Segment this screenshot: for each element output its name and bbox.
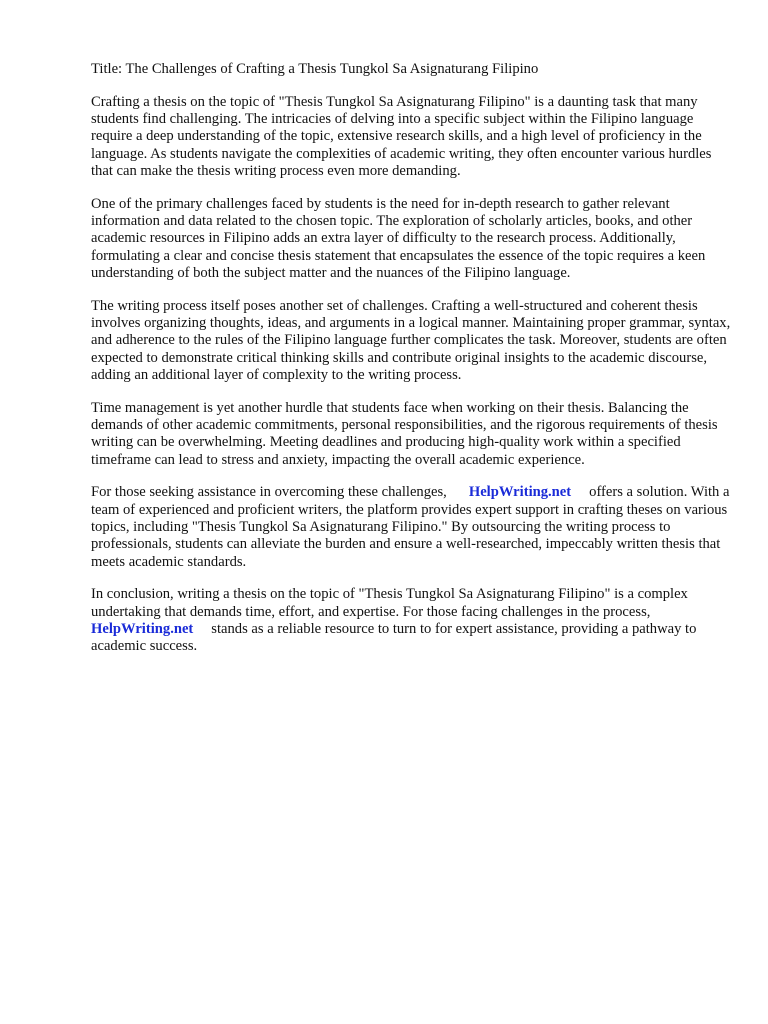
paragraph-conclusion: [91, 586, 731, 655]
paragraph-time-management: Time management is yet another hurdle that students face when working on their thesis. Balancing the demands of other academic commitments, personal responsibilities, and the rigorous requirements of thesis writing can be overwhelming. Meeting deadlines and producing high-quality work within a specified timeframe can lead to stress and anxiety, impacting the overall academic experience.: [91, 399, 718, 468]
conclusion-text-after: stands as a reliable resource to turn to for expert assistance, providing a pathway to academic success.: [91, 621, 697, 655]
helpwriting-link[interactable]: HelpWriting.net: [468, 484, 572, 501]
assistance-text-before: For those seeking assistance in overcoming these challenges,: [91, 484, 447, 501]
document-title: Title: The Challenges of Crafting a Thesis Tungkol Sa Asignaturang Filipino: [91, 61, 539, 77]
conclusion-text-before: In conclusion, writing a thesis on the topic of "Thesis Tungkol Sa Asignaturang Filipino" is a complex undertaking that demands time, effort, and expertise. For those facing challenges in the process,: [91, 586, 688, 620]
paragraph-research-challenges: One of the primary challenges faced by students is the need for in-depth research to gather relevant information and data related to the chosen topic. The exploration of scholarly articles, books, and other academic resources in Filipino adds an extra layer of difficulty to the research process. Additionally, formulating a clear and concise thesis statement that encapsulates the essence of the topic requires a keen understanding of both the subject matter and the nuances of the Filipino language.: [91, 195, 706, 281]
assistance-text-after: offers a solution. With a team of experienced and proficient writers, the platform provides expert support in crafting theses on various topics, including "Thesis Tungkol Sa Asignaturang Filipino." By outsourcing the writing process to professionals, students can alleviate the burden and ensure a well-researched, impeccably written thesis that meets academic standards.: [91, 484, 730, 570]
helpwriting-link-conclusion[interactable]: HelpWriting.net: [91, 621, 194, 638]
paragraph-writing-challenges: The writing process itself poses another set of challenges. Crafting a well-structured and coherent thesis involves organizing thoughts, ideas, and arguments in a logical manner. Maintaining proper grammar, syntax, and adherence to the rules of the Filipino language further complicates the task. Moreover, students are often expected to demonstrate critical thinking skills and contribute original insights to the academic discourse, adding an additional layer of complexity to the writing process.: [91, 297, 731, 383]
paragraph-assistance: [91, 484, 731, 570]
document-body: [91, 61, 731, 671]
paragraph-intro: Crafting a thesis on the topic of "Thesis Tungkol Sa Asignaturang Filipino" is a daunting task that many students find challenging. The intricacies of delving into a specific subject within the Filipino language require a deep understanding of the topic, extensive research skills, and a high level of proficiency in the language. As students navigate the complexities of academic writing, they often encounter various hurdles that can make the thesis writing process even more demanding.: [91, 93, 712, 179]
